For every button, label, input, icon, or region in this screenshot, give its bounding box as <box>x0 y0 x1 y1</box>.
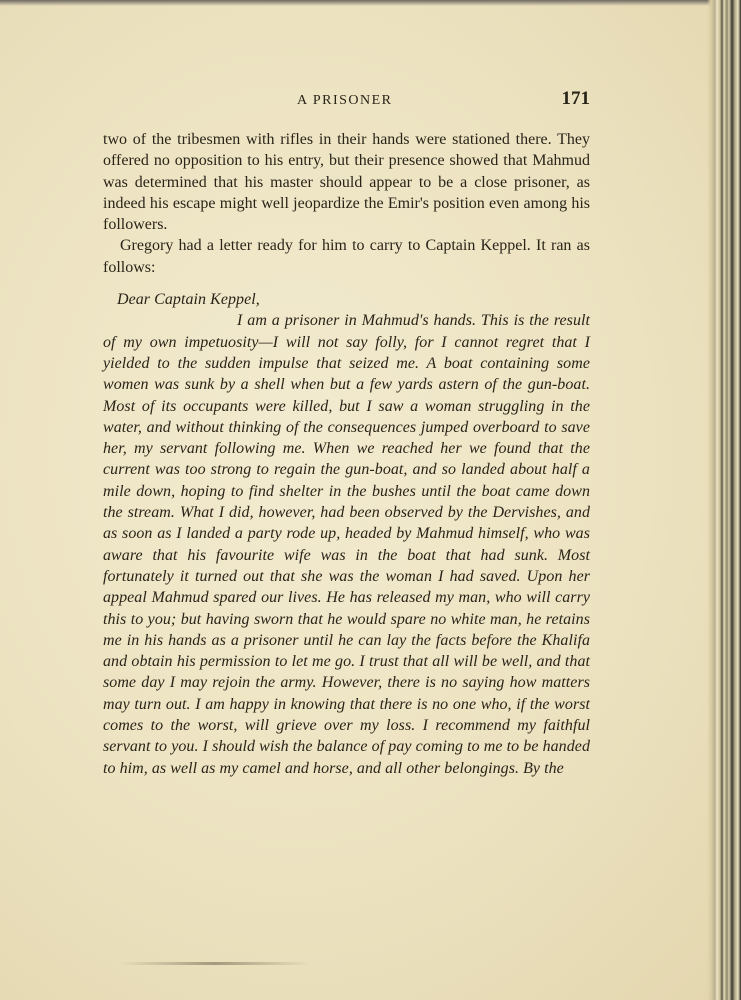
page-number: 171 <box>561 88 590 109</box>
page-top-edge <box>0 0 741 6</box>
paragraph: Gregory had a letter ready for him to carry to Captain Keppel. It ran as follows: <box>103 237 590 276</box>
page-smudge <box>120 962 310 965</box>
book-gutter <box>707 0 741 1000</box>
letter-body: I am a prisoner in Mahmud's hands. This is the result of my own impetuosity—I will not say folly, for I cannot regret that I yielded to the sudden impulse that seized me. A boat containing some women was sunk by a shell when but a few yards astern of the gun-boat. Most of its occupants were killed, but I saw a woman struggling in the water, and without thinking of the consequences jumped overboard to save her, my servant following me. When we reached her we found that the current was too strong to regain the gun-boat, and so landed about half a mile down, hoping to find shelter in the bushes until the boat came down the stream. What I did, however, had been observed by the Dervishes, and as soon as I landed a party rode up, headed by Mahmud himself, who was aware that his favourite wife was in the boat that had sunk. Most fortunately it turned out that she was the woman I had saved. Upon her appeal Mahmud spared our lives. He has released my man, who will carry this to you; but having sworn that he would spare no white man, he retains me in his hands as a prisoner until he can lay the facts before the Khalifa and obtain his permission to let me go. I trust that all will be well, and that some day I may rejoin the army. However, there is no saying how matters may turn out. I am happy in knowing that there is no one who, if the worst comes to the worst, will grieve over my loss. I recommend my faithful servant to you. I should wish the balance of pay coming to me to be handed to him, as well as my camel and horse, and all other belongings. By the <box>103 312 590 777</box>
body-text <box>103 129 590 779</box>
page-header <box>100 88 592 118</box>
letter-salutation: Dear Captain Keppel, <box>117 291 260 309</box>
paragraph: two of the tribesmen with rifles in their hands were stationed there. They offered no opposition to his entry, but their presence showed that Mahmud was determined that his master should appear to be a close prisoner, as indeed his escape might well jeopardize the Emir's position even among his followers. <box>103 131 590 234</box>
letter <box>103 289 590 779</box>
running-head: A PRISONER <box>297 93 393 108</box>
